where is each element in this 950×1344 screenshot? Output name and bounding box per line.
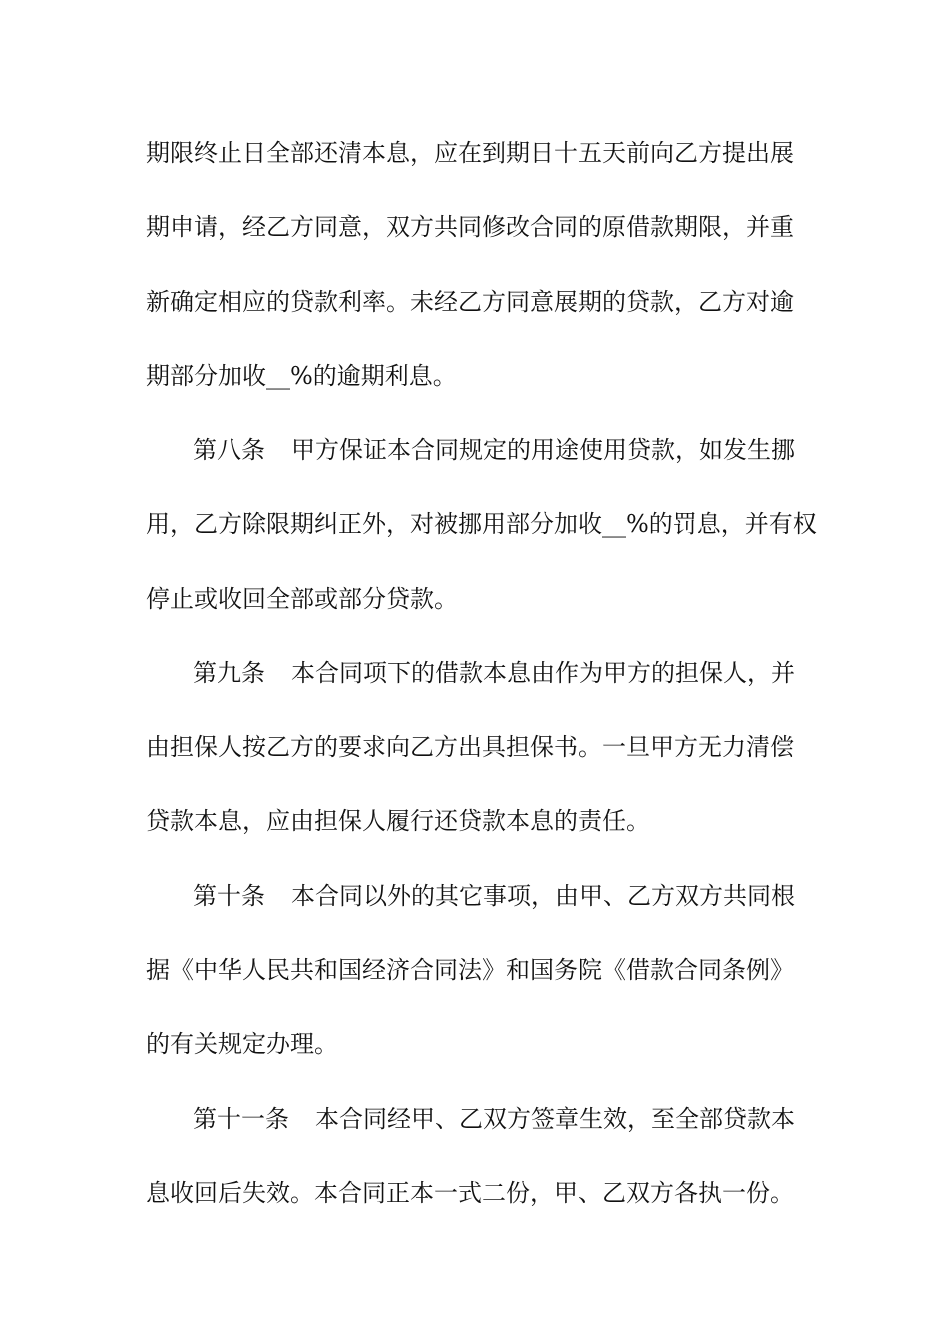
article-text: 本合同经甲、乙双方签章生效，至全部贷款本 — [315, 1105, 795, 1133]
article-heading: 第九条 — [193, 659, 265, 687]
article-heading: 第十一条 — [193, 1105, 289, 1133]
article-text: 本合同项下的借款本息由作为甲方的担保人，并 — [291, 659, 795, 687]
text-line: 停止或收回全部或部分贷款。 — [146, 585, 458, 613]
text-line: 贷款本息，应由担保人履行还贷款本息的责任。 — [146, 807, 650, 835]
text-line: 新确定相应的贷款利率。未经乙方同意展期的贷款，乙方对逾 — [146, 288, 794, 316]
text-line: 据《中华人民共和国经济合同法》和国务院《借款合同条例》 — [146, 956, 794, 984]
article-heading: 第十条 — [193, 882, 265, 910]
text-line: 期部分加收__%的逾期利息。 — [146, 362, 457, 390]
text-line: 期限终止日全部还清本息，应在到期日十五天前向乙方提出展 — [146, 139, 794, 167]
article-text: 甲方保证本合同规定的用途使用贷款，如发生挪 — [291, 436, 795, 464]
text-line: 用，乙方除限期纠正外，对被挪用部分加收__%的罚息，并有权 — [146, 510, 817, 538]
text-line: 由担保人按乙方的要求向乙方出具担保书。一旦甲方无力清偿 — [146, 733, 794, 761]
text-line: 的有关规定办理。 — [146, 1030, 338, 1058]
article-8-first-line — [0, 430, 950, 470]
article-text: 本合同以外的其它事项，由甲、乙方双方共同根 — [291, 882, 795, 910]
article-9-first-line — [0, 653, 950, 693]
article-heading: 第八条 — [193, 436, 265, 464]
text-line: 期申请，经乙方同意，双方共同修改合同的原借款期限，并重 — [146, 213, 794, 241]
article-11-first-line — [0, 1099, 950, 1139]
article-10-first-line — [0, 876, 950, 916]
text-line: 息收回后失效。本合同正本一式二份，甲、乙双方各执一份。 — [146, 1179, 794, 1207]
